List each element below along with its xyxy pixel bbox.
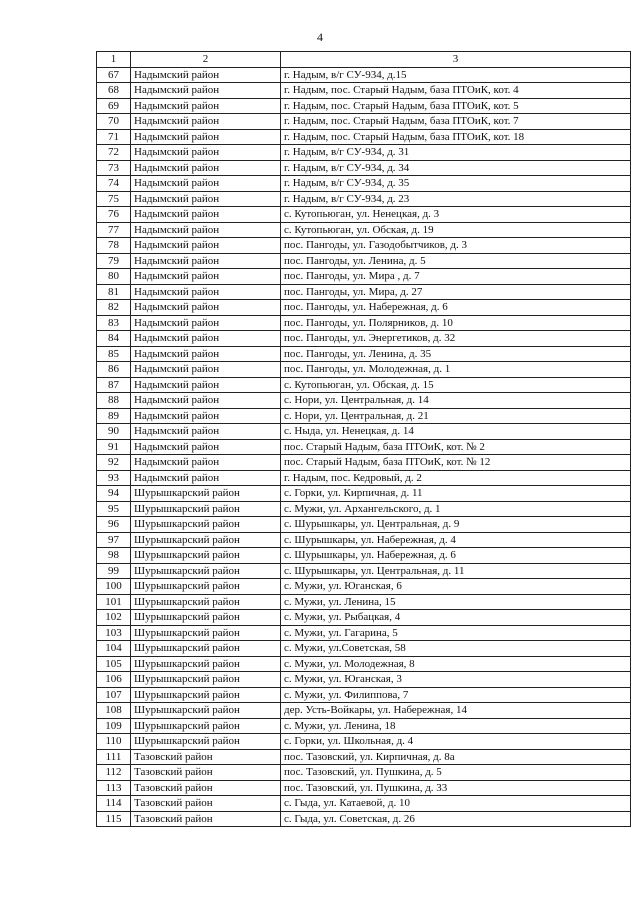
table-row	[97, 145, 631, 161]
district-cell: Шурышкарский район	[131, 486, 281, 502]
table-row	[97, 672, 631, 688]
table-row	[97, 625, 631, 641]
table-row	[97, 393, 631, 409]
row-number-cell: 101	[97, 594, 131, 610]
address-cell: с. Гыда, ул. Катаевой, д. 10	[281, 796, 631, 812]
row-number-cell: 114	[97, 796, 131, 812]
district-cell: Надымский район	[131, 67, 281, 83]
district-cell: Надымский район	[131, 191, 281, 207]
row-number-cell: 75	[97, 191, 131, 207]
page-number: 4	[317, 30, 323, 44]
row-number-cell: 103	[97, 625, 131, 641]
district-cell: Надымский район	[131, 439, 281, 455]
address-cell: г. Надым, в/г СУ-934, д. 31	[281, 145, 631, 161]
district-cell: Надымский район	[131, 393, 281, 409]
row-number-cell: 68	[97, 83, 131, 99]
address-cell: с. Кутопьюган, ул. Ненецкая, д. 3	[281, 207, 631, 223]
district-cell: Надымский район	[131, 222, 281, 238]
table-row	[97, 780, 631, 796]
district-cell: Шурышкарский район	[131, 548, 281, 564]
address-cell: с. Мужи, ул. Рыбацкая, 4	[281, 610, 631, 626]
address-cell: пос. Пангоды, ул. Мира, д. 27	[281, 284, 631, 300]
row-number-cell: 76	[97, 207, 131, 223]
table-row	[97, 362, 631, 378]
address-cell: г. Надым, пос. Старый Надым, база ПТОиК, кот. 5	[281, 98, 631, 114]
row-number-cell: 74	[97, 176, 131, 192]
address-cell: г. Надым, пос. Кедровый, д. 2	[281, 470, 631, 486]
table-row	[97, 501, 631, 517]
address-cell: с. Кутопьюган, ул. Обская, д. 15	[281, 377, 631, 393]
address-cell: с. Шурышкары, ул. Набережная, д. 6	[281, 548, 631, 564]
row-number-cell: 96	[97, 517, 131, 533]
table-row	[97, 67, 631, 83]
address-cell: г. Надым, пос. Старый Надым, база ПТОиК, кот. 4	[281, 83, 631, 99]
address-cell: пос. Тазовский, ул. Пушкина, д. 33	[281, 780, 631, 796]
row-number-cell: 107	[97, 687, 131, 703]
table-row	[97, 331, 631, 347]
row-number-cell: 115	[97, 811, 131, 827]
row-number-cell: 78	[97, 238, 131, 254]
row-number-cell: 92	[97, 455, 131, 471]
address-cell: с. Мужи, ул. Ленина, 18	[281, 718, 631, 734]
district-cell: Надымский район	[131, 408, 281, 424]
address-cell: с. Мужи, ул.Советская, 58	[281, 641, 631, 657]
district-cell: Тазовский район	[131, 765, 281, 781]
row-number-cell: 108	[97, 703, 131, 719]
table-row	[97, 517, 631, 533]
district-cell: Шурышкарский район	[131, 579, 281, 595]
address-cell: с. Шурышкары, ул. Центральная, д. 11	[281, 563, 631, 579]
district-cell: Надымский район	[131, 160, 281, 176]
table-row	[97, 222, 631, 238]
column-header-number: 1	[97, 52, 131, 68]
row-number-cell: 70	[97, 114, 131, 130]
row-number-cell: 102	[97, 610, 131, 626]
table-header-row	[97, 52, 631, 68]
row-number-cell: 95	[97, 501, 131, 517]
row-number-cell: 93	[97, 470, 131, 486]
table-row	[97, 284, 631, 300]
district-cell: Надымский район	[131, 83, 281, 99]
row-number-cell: 89	[97, 408, 131, 424]
district-cell: Надымский район	[131, 362, 281, 378]
address-cell: с. Горки, ул. Школьная, д. 4	[281, 734, 631, 750]
table-row	[97, 641, 631, 657]
row-number-cell: 85	[97, 346, 131, 362]
row-number-cell: 113	[97, 780, 131, 796]
row-number-cell: 106	[97, 672, 131, 688]
row-number-cell: 105	[97, 656, 131, 672]
table-row	[97, 718, 631, 734]
district-cell: Надымский район	[131, 455, 281, 471]
address-cell: пос. Пангоды, ул. Мира , д. 7	[281, 269, 631, 285]
table-row	[97, 191, 631, 207]
address-cell: г. Надым, пос. Старый Надым, база ПТОиК, кот. 18	[281, 129, 631, 145]
district-cell: Надымский район	[131, 331, 281, 347]
district-cell: Шурышкарский район	[131, 532, 281, 548]
district-cell: Надымский район	[131, 145, 281, 161]
address-cell: с. Мужи, ул. Гагарина, 5	[281, 625, 631, 641]
row-number-cell: 71	[97, 129, 131, 145]
district-cell: Тазовский район	[131, 749, 281, 765]
table-row	[97, 83, 631, 99]
table-row	[97, 377, 631, 393]
district-cell: Шурышкарский район	[131, 517, 281, 533]
row-number-cell: 77	[97, 222, 131, 238]
row-number-cell: 109	[97, 718, 131, 734]
row-number-cell: 99	[97, 563, 131, 579]
row-number-cell: 72	[97, 145, 131, 161]
district-cell: Шурышкарский район	[131, 641, 281, 657]
address-cell: пос. Пангоды, ул. Ленина, д. 35	[281, 346, 631, 362]
row-number-cell: 79	[97, 253, 131, 269]
column-header-district: 2	[131, 52, 281, 68]
table-row	[97, 796, 631, 812]
table-row	[97, 129, 631, 145]
address-cell: с. Ныда, ул. Ненецкая, д. 14	[281, 424, 631, 440]
row-number-cell: 91	[97, 439, 131, 455]
row-number-cell: 112	[97, 765, 131, 781]
row-number-cell: 84	[97, 331, 131, 347]
table-row	[97, 594, 631, 610]
district-cell: Шурышкарский район	[131, 703, 281, 719]
district-cell: Шурышкарский район	[131, 501, 281, 517]
row-number-cell: 83	[97, 315, 131, 331]
district-cell: Надымский район	[131, 284, 281, 300]
district-cell: Тазовский район	[131, 796, 281, 812]
row-number-cell: 110	[97, 734, 131, 750]
table-row	[97, 408, 631, 424]
table-row	[97, 703, 631, 719]
district-cell: Надымский район	[131, 238, 281, 254]
district-cell: Надымский район	[131, 300, 281, 316]
table-row	[97, 269, 631, 285]
district-cell: Шурышкарский район	[131, 594, 281, 610]
table-row	[97, 424, 631, 440]
row-number-cell: 97	[97, 532, 131, 548]
table-row	[97, 548, 631, 564]
column-header-address: 3	[281, 52, 631, 68]
table-row	[97, 470, 631, 486]
row-number-cell: 98	[97, 548, 131, 564]
table-row	[97, 734, 631, 750]
row-number-cell: 87	[97, 377, 131, 393]
row-number-cell: 88	[97, 393, 131, 409]
address-table	[96, 51, 631, 827]
address-cell: пос. Старый Надым, база ПТОиК, кот. № 12	[281, 455, 631, 471]
row-number-cell: 94	[97, 486, 131, 502]
table-row	[97, 253, 631, 269]
address-cell: с. Мужи, ул. Юганская, 6	[281, 579, 631, 595]
table-row	[97, 238, 631, 254]
table-row	[97, 687, 631, 703]
address-cell: пос. Пангоды, ул. Полярников, д. 10	[281, 315, 631, 331]
address-cell: пос. Пангоды, ул. Молодежная, д. 1	[281, 362, 631, 378]
district-cell: Тазовский район	[131, 811, 281, 827]
table-row	[97, 176, 631, 192]
district-cell: Надымский район	[131, 346, 281, 362]
address-cell: с. Мужи, ул. Архангельского, д. 1	[281, 501, 631, 517]
table-row	[97, 811, 631, 827]
address-cell: дер. Усть-Войкары, ул. Набережная, 14	[281, 703, 631, 719]
address-cell: с. Шурышкары, ул. Набережная, д. 4	[281, 532, 631, 548]
address-cell: пос. Тазовский, ул. Кирпичная, д. 8а	[281, 749, 631, 765]
address-cell: с. Мужи, ул. Молодежная, 8	[281, 656, 631, 672]
district-cell: Надымский район	[131, 377, 281, 393]
table-row	[97, 579, 631, 595]
address-cell: с. Мужи, ул. Филиппова, 7	[281, 687, 631, 703]
address-cell: пос. Пангоды, ул. Энергетиков, д. 32	[281, 331, 631, 347]
row-number-cell: 90	[97, 424, 131, 440]
row-number-cell: 100	[97, 579, 131, 595]
district-cell: Надымский район	[131, 98, 281, 114]
table-row	[97, 532, 631, 548]
address-cell: с. Кутопьюган, ул. Обская, д. 19	[281, 222, 631, 238]
row-number-cell: 80	[97, 269, 131, 285]
district-cell: Шурышкарский район	[131, 734, 281, 750]
district-cell: Надымский район	[131, 207, 281, 223]
table-row	[97, 765, 631, 781]
table-row	[97, 346, 631, 362]
row-number-cell: 73	[97, 160, 131, 176]
district-cell: Тазовский район	[131, 780, 281, 796]
table-body	[97, 67, 631, 827]
table-row	[97, 455, 631, 471]
address-cell: г. Надым, в/г СУ-934, д. 35	[281, 176, 631, 192]
table-row	[97, 300, 631, 316]
address-cell: пос. Пангоды, ул. Набережная, д. 6	[281, 300, 631, 316]
district-cell: Надымский район	[131, 315, 281, 331]
district-cell: Надымский район	[131, 176, 281, 192]
address-cell: г. Надым, в/г СУ-934, д. 23	[281, 191, 631, 207]
table-row	[97, 98, 631, 114]
address-cell: пос. Пангоды, ул. Газодобытчиков, д. 3	[281, 238, 631, 254]
address-cell: г. Надым, в/г СУ-934, д.15	[281, 67, 631, 83]
table-row	[97, 656, 631, 672]
row-number-cell: 81	[97, 284, 131, 300]
table-row	[97, 207, 631, 223]
address-cell: пос. Тазовский, ул. Пушкина, д. 5	[281, 765, 631, 781]
district-cell: Надымский район	[131, 114, 281, 130]
address-cell: с. Шурышкары, ул. Центральная, д. 9	[281, 517, 631, 533]
district-cell: Надымский район	[131, 424, 281, 440]
table-row	[97, 749, 631, 765]
address-cell: с. Мужи, ул. Юганская, 3	[281, 672, 631, 688]
table-row	[97, 315, 631, 331]
district-cell: Шурышкарский район	[131, 563, 281, 579]
district-cell: Надымский район	[131, 129, 281, 145]
address-cell: пос. Пангоды, ул. Ленина, д. 5	[281, 253, 631, 269]
row-number-cell: 82	[97, 300, 131, 316]
district-cell: Шурышкарский район	[131, 672, 281, 688]
row-number-cell: 111	[97, 749, 131, 765]
address-cell: с. Горки, ул. Кирпичная, д. 11	[281, 486, 631, 502]
address-cell: г. Надым, в/г СУ-934, д. 34	[281, 160, 631, 176]
district-cell: Шурышкарский район	[131, 625, 281, 641]
address-cell: с. Нори, ул. Центральная, д. 21	[281, 408, 631, 424]
address-cell: пос. Старый Надым, база ПТОиК, кот. № 2	[281, 439, 631, 455]
district-cell: Надымский район	[131, 470, 281, 486]
table-row	[97, 439, 631, 455]
district-cell: Шурышкарский район	[131, 610, 281, 626]
address-cell: с. Нори, ул. Центральная, д. 14	[281, 393, 631, 409]
address-cell: с. Гыда, ул. Советская, д. 26	[281, 811, 631, 827]
district-cell: Шурышкарский район	[131, 718, 281, 734]
district-cell: Шурышкарский район	[131, 687, 281, 703]
row-number-cell: 104	[97, 641, 131, 657]
table-row	[97, 563, 631, 579]
address-cell: г. Надым, пос. Старый Надым, база ПТОиК, кот. 7	[281, 114, 631, 130]
table-row	[97, 160, 631, 176]
table-row	[97, 610, 631, 626]
table-row	[97, 114, 631, 130]
district-cell: Надымский район	[131, 269, 281, 285]
table-row	[97, 486, 631, 502]
row-number-cell: 69	[97, 98, 131, 114]
row-number-cell: 86	[97, 362, 131, 378]
district-cell: Надымский район	[131, 253, 281, 269]
address-cell: с. Мужи, ул. Ленина, 15	[281, 594, 631, 610]
row-number-cell: 67	[97, 67, 131, 83]
district-cell: Шурышкарский район	[131, 656, 281, 672]
